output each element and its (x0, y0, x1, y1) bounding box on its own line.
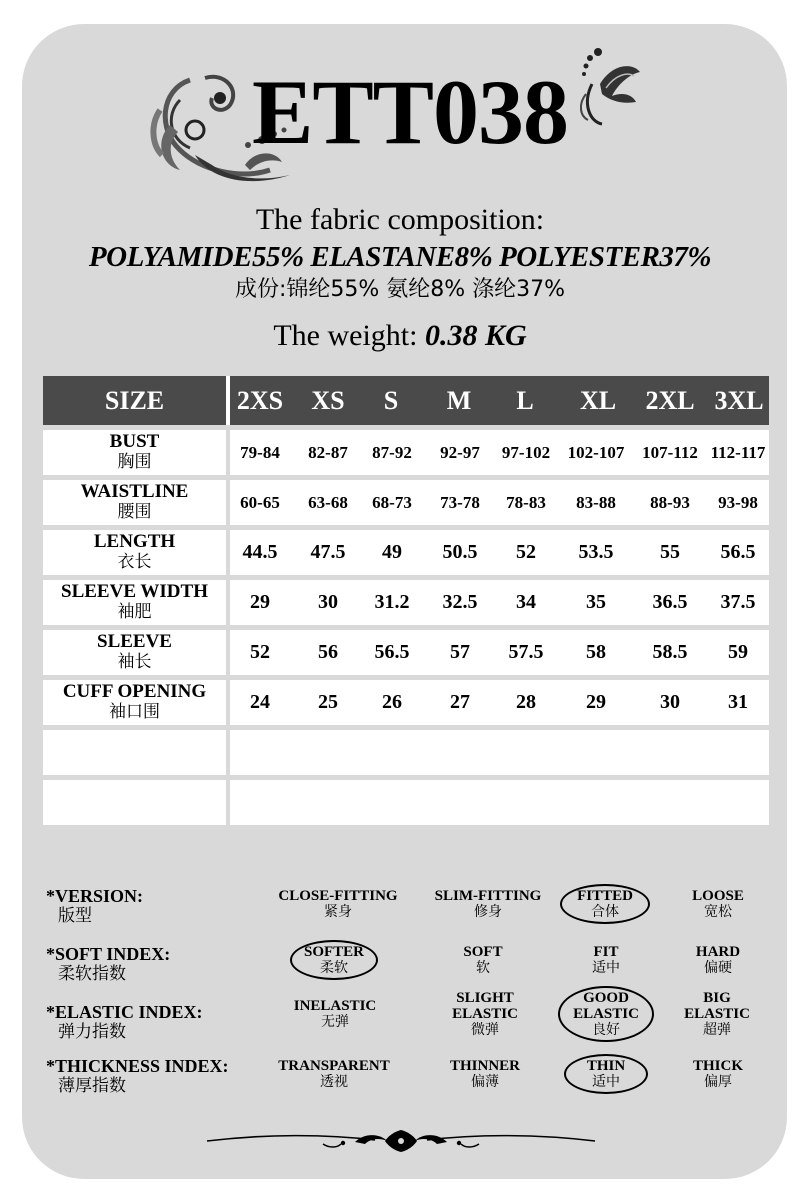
empty-table-row (43, 730, 769, 775)
index-label-thickness (46, 1056, 229, 1097)
row-label (43, 430, 226, 475)
option-en: FIT (593, 944, 619, 960)
option-en: SLIM-FITTING (434, 888, 542, 904)
option-cn: 超弹 (703, 1022, 731, 1038)
row-label-en: LENGTH (93, 531, 176, 552)
row-label (43, 580, 226, 625)
row-label-cn: 衣长 (117, 552, 152, 572)
index-label-version (46, 886, 143, 927)
table-cell: 26 (382, 691, 402, 713)
table-cell: 82-87 (308, 443, 348, 462)
table-cell: 73-78 (440, 493, 480, 512)
size-header-label: SIZE (104, 386, 165, 415)
size-header-cell: L (516, 386, 534, 415)
table-cell: 102-107 (567, 443, 625, 462)
table-cell: 25 (318, 691, 338, 713)
table-cell: 78-83 (506, 493, 546, 512)
row-label (43, 530, 226, 575)
scroll-divider-icon (205, 1128, 597, 1154)
option-cn: 良好 (592, 1022, 620, 1038)
table-cell: 53.5 (578, 541, 614, 563)
index-label-elastic (46, 1002, 203, 1043)
option-hard (682, 944, 754, 977)
option-en: SLIGHT ELASTIC (452, 990, 518, 1022)
option-en: THINNER (449, 1058, 520, 1074)
row-label-en: BUST (109, 431, 160, 452)
option-slight-elastic (440, 990, 530, 1039)
option-en: LOOSE (692, 888, 744, 904)
table-cell: 30 (318, 591, 338, 613)
index-label-en: *VERSION: (46, 886, 144, 906)
table-cell: 36.5 (652, 591, 688, 613)
row-label (43, 730, 226, 775)
table-cell: 37.5 (720, 591, 756, 613)
row-label-cn: 袖长 (117, 652, 152, 672)
option-loose (680, 888, 756, 921)
table-cell: 57.5 (508, 641, 544, 663)
table-cell: 49 (382, 541, 402, 563)
composition-chinese: 成份:锦纶55% 氨纶8% 涤纶37% (234, 277, 566, 302)
empty-table-row (43, 780, 769, 825)
table-cell: 31.2 (374, 591, 410, 613)
option-cn: 微弹 (471, 1022, 499, 1038)
option-en: FITTED (577, 888, 633, 904)
table-cell: 68-73 (372, 493, 412, 512)
option-en: SOFT (463, 944, 503, 960)
option-transparent (266, 1058, 402, 1091)
option-en: GOOD ELASTIC (573, 990, 639, 1022)
row-label-en: WAISTLINE (80, 481, 189, 502)
option-cn: 柔软 (320, 960, 348, 976)
table-cell: 56.5 (374, 641, 410, 663)
option-thick (682, 1058, 754, 1091)
option-cn: 无弹 (321, 1014, 349, 1030)
row-label (43, 630, 226, 675)
weight-value: 0.38 KG (424, 319, 527, 352)
table-cell: 83-88 (576, 493, 616, 512)
option-cn: 修身 (474, 904, 502, 920)
table-cell: 56 (318, 641, 338, 663)
option-softer-selected (298, 944, 370, 977)
index-label-cn: 柔软指数 (58, 964, 126, 984)
row-label-en: CUFF OPENING (62, 681, 207, 702)
size-header-cell: 3XL (714, 386, 764, 415)
index-label-en: *ELASTIC INDEX: (46, 1002, 203, 1022)
index-label-cn: 薄厚指数 (58, 1076, 126, 1096)
table-row (43, 680, 769, 725)
option-cn: 合体 (591, 904, 619, 920)
row-label (43, 680, 226, 725)
size-header-cell: S (383, 386, 399, 415)
table-row (43, 530, 769, 575)
table-cell: 47.5 (310, 541, 346, 563)
row-label-en: SLEEVE WIDTH (61, 581, 208, 602)
composition-heading: The fabric composition: (255, 203, 545, 236)
size-header-cell: XS (311, 386, 345, 415)
size-table-header (43, 376, 769, 425)
table-cell: 55 (660, 541, 680, 563)
table-cell: 59 (728, 641, 748, 663)
index-label-cn: 弹力指数 (58, 1022, 126, 1042)
table-cell: 87-92 (372, 443, 412, 462)
size-header-cell: 2XS (236, 386, 284, 415)
row-label-cn: 腰围 (117, 502, 152, 522)
option-cn: 适中 (592, 960, 620, 976)
option-soft (448, 944, 518, 977)
row-label-en: SLEEVE (97, 631, 172, 652)
index-label-en: *THICKNESS INDEX: (46, 1056, 229, 1076)
table-cell: 28 (516, 691, 536, 713)
option-thinner (440, 1058, 530, 1091)
index-label-en: *SOFT INDEX: (46, 944, 171, 964)
product-code-title: ETT038 (251, 61, 569, 163)
row-label-cn: 胸围 (117, 452, 152, 472)
option-en: THIN (586, 1058, 626, 1074)
table-cell: 112-117 (710, 443, 766, 462)
row-label-cn: 袖口围 (109, 702, 160, 722)
table-cell: 34 (516, 591, 536, 613)
table-cell: 29 (250, 591, 270, 613)
option-big-elastic (676, 990, 758, 1039)
index-label-cn: 版型 (58, 906, 92, 926)
table-cell: 58.5 (652, 641, 688, 663)
table-cell: 58 (586, 641, 606, 663)
table-cell: 44.5 (242, 541, 278, 563)
table-cell: 29 (586, 691, 606, 713)
table-cell: 92-97 (440, 443, 480, 462)
option-good-elastic-selected (566, 990, 646, 1039)
table-row (43, 580, 769, 625)
table-row (43, 480, 769, 525)
option-cn: 偏硬 (704, 960, 732, 976)
row-label (43, 480, 226, 525)
table-cell: 27 (450, 691, 470, 713)
option-en: THICK (692, 1058, 743, 1074)
composition-english: POLYAMIDE55% ELASTANE8% POLYESTER37% (88, 241, 712, 273)
table-cell: 52 (250, 641, 270, 663)
index-label-soft (46, 944, 170, 985)
table-cell: 50.5 (442, 541, 478, 563)
option-thin-selected (572, 1058, 640, 1091)
option-cn: 适中 (592, 1074, 620, 1090)
table-row (43, 630, 769, 675)
option-en: CLOSE-FITTING (278, 888, 398, 904)
row-values (230, 730, 769, 775)
table-cell: 31 (728, 691, 748, 713)
option-en: TRANSPARENT (278, 1058, 390, 1074)
option-en: BIG ELASTIC (684, 990, 750, 1022)
table-cell: 32.5 (442, 591, 478, 613)
option-en: INELASTIC (293, 998, 377, 1014)
option-cn: 紧身 (324, 904, 352, 920)
table-cell: 60-65 (240, 493, 280, 512)
size-header-cell: M (446, 386, 472, 415)
option-cn: 透视 (320, 1074, 348, 1090)
row-values (230, 780, 769, 825)
option-slim-fitting (424, 888, 552, 921)
table-cell: 107-112 (642, 443, 698, 462)
table-cell: 97-102 (501, 443, 551, 462)
row-label (43, 780, 226, 825)
table-row (43, 430, 769, 475)
table-cell: 93-98 (718, 493, 758, 512)
size-header-cell: XL (579, 386, 617, 415)
table-cell: 88-93 (650, 493, 690, 512)
option-en: HARD (695, 944, 741, 960)
table-cell: 63-68 (308, 493, 348, 512)
table-cell: 30 (660, 691, 680, 713)
table-cell: 57 (450, 641, 470, 663)
table-cell: 35 (586, 591, 606, 613)
table-cell: 52 (516, 541, 536, 563)
table-cell: 24 (250, 691, 270, 713)
weight-label: The weight: (273, 319, 418, 352)
option-cn: 宽松 (704, 904, 732, 920)
size-header-cell: 2XL (645, 386, 695, 415)
option-cn: 软 (476, 960, 490, 976)
row-label-cn: 袖肥 (117, 602, 152, 622)
table-cell: 79-84 (240, 443, 280, 462)
table-cell: 56.5 (720, 541, 756, 563)
option-en: SOFTER (303, 944, 364, 960)
size-table (43, 376, 769, 825)
option-cn: 偏薄 (471, 1074, 499, 1090)
weight-line (0, 318, 800, 354)
option-close-fitting (268, 888, 408, 921)
option-cn: 偏厚 (704, 1074, 732, 1090)
option-inelastic (280, 998, 390, 1031)
option-fitted-selected (568, 888, 642, 921)
option-fit (572, 944, 640, 977)
